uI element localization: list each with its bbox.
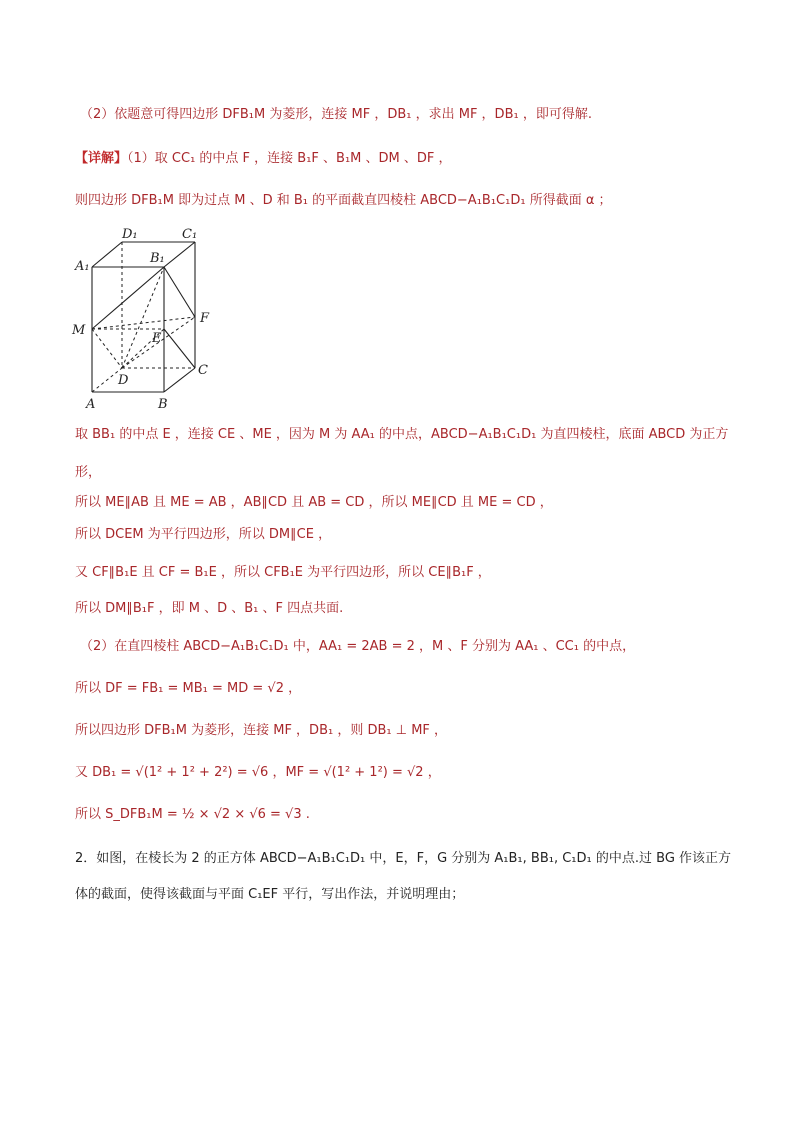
text-line-continued: 形，: [75, 465, 102, 480]
label-M: M: [72, 323, 86, 338]
edge-BC: [164, 368, 195, 392]
prism-figure: [70, 222, 230, 414]
text-line-rhombus: 所以四边形 DFB₁M 为菱形，连接 MF ，DB₁ ，则 DB₁ ⊥ MF ，: [75, 723, 448, 738]
text-line-part2-setup: （2）在直四棱柱 ABCD−A₁B₁C₁D₁ 中，AA₁ = 2AB = 2 ，M 、F 分别为 AA₁ 、CC₁ 的中点，: [80, 639, 636, 654]
label-D1: D₁: [122, 227, 138, 242]
text-line-section-definition: 则四边形 DFB₁M 即为过点 M 、D 和 B₁ 的平面截直四棱柱 ABCD−A₁B₁C₁D₁ 所得截面 α ；: [75, 193, 612, 208]
label-C1: C₁: [182, 227, 198, 242]
text-line-equal-sides: 所以 DF = FB₁ = MB₁ = MD = √2 ，: [75, 681, 302, 696]
text-line-area: 所以 S_DFB₁M = ½ × √2 × √6 = √3 .: [75, 807, 310, 822]
text-line-solution-intro: [75, 150, 452, 168]
text-line-parallelogram-CFB1E: 又 CF∥B₁E 且 CF = B₁E ，所以 CFB₁E 为平行四边形，所以 CE∥B₁F ，: [75, 565, 491, 580]
label-D: D: [118, 373, 129, 388]
text-line-part2-hint: （2）依题意可得四边形 DFB₁M 为菱形，连接 MF ，DB₁ ，求出 MF ，DB₁ ，即可得解.: [80, 107, 592, 122]
problem-2-line-2: 体的截面，使得该截面与平面 C₁EF 平行，写出作法，并说明理由；: [75, 887, 465, 902]
label-A: A: [86, 397, 96, 412]
problem-2-line-1: 2．如图，在棱长为 2 的正方体 ABCD−A₁B₁C₁D₁ 中，E，F，G 分别为 A₁B₁, BB₁, C₁D₁ 的中点.过 BG 作该正方: [75, 851, 732, 866]
edge-EC: [164, 329, 195, 368]
edge-MD: [92, 329, 122, 368]
edge-MF: [92, 317, 195, 329]
edge-B1C1: [164, 242, 195, 267]
label-C: C: [198, 363, 208, 378]
text-line-diagonals: 又 DB₁ = √(1² + 1² + 2²) = √6 ，MF = √(1² + 1²) = √2 ，: [75, 765, 441, 780]
label-A1: A₁: [75, 259, 90, 274]
text-line-coplanar: 所以 DM∥B₁F ，即 M 、D 、B₁ 、F 四点共面.: [75, 601, 344, 616]
label-B1: B₁: [150, 251, 165, 266]
label-E: E: [152, 331, 162, 346]
label-B: B: [158, 397, 168, 412]
solution-step1: （1）取 CC₁ 的中点 F ，连接 B₁F 、B₁M 、DM 、DF ，: [127, 151, 452, 166]
text-line-midpoint-E: 取 BB₁ 的中点 E ，连接 CE 、ME ，因为 M 为 AA₁ 的中点，ABCD−A₁B₁C₁D₁ 为直四棱柱，底面 ABCD 为正方: [75, 427, 729, 442]
edge-B1F: [164, 267, 195, 317]
edge-A1D1: [92, 242, 122, 267]
label-F: F: [200, 311, 210, 326]
text-line-parallel-1: 所以 ME∥AB 且 ME = AB ，AB∥CD 且 AB = CD ，所以 ME∥CD 且 ME = CD ，: [75, 495, 553, 510]
solution-tag: 【详解】: [75, 151, 128, 166]
edge-MB1: [92, 267, 164, 329]
text-line-parallelogram-DCEM: 所以 DCEM 为平行四边形，所以 DM∥CE ，: [75, 527, 332, 542]
